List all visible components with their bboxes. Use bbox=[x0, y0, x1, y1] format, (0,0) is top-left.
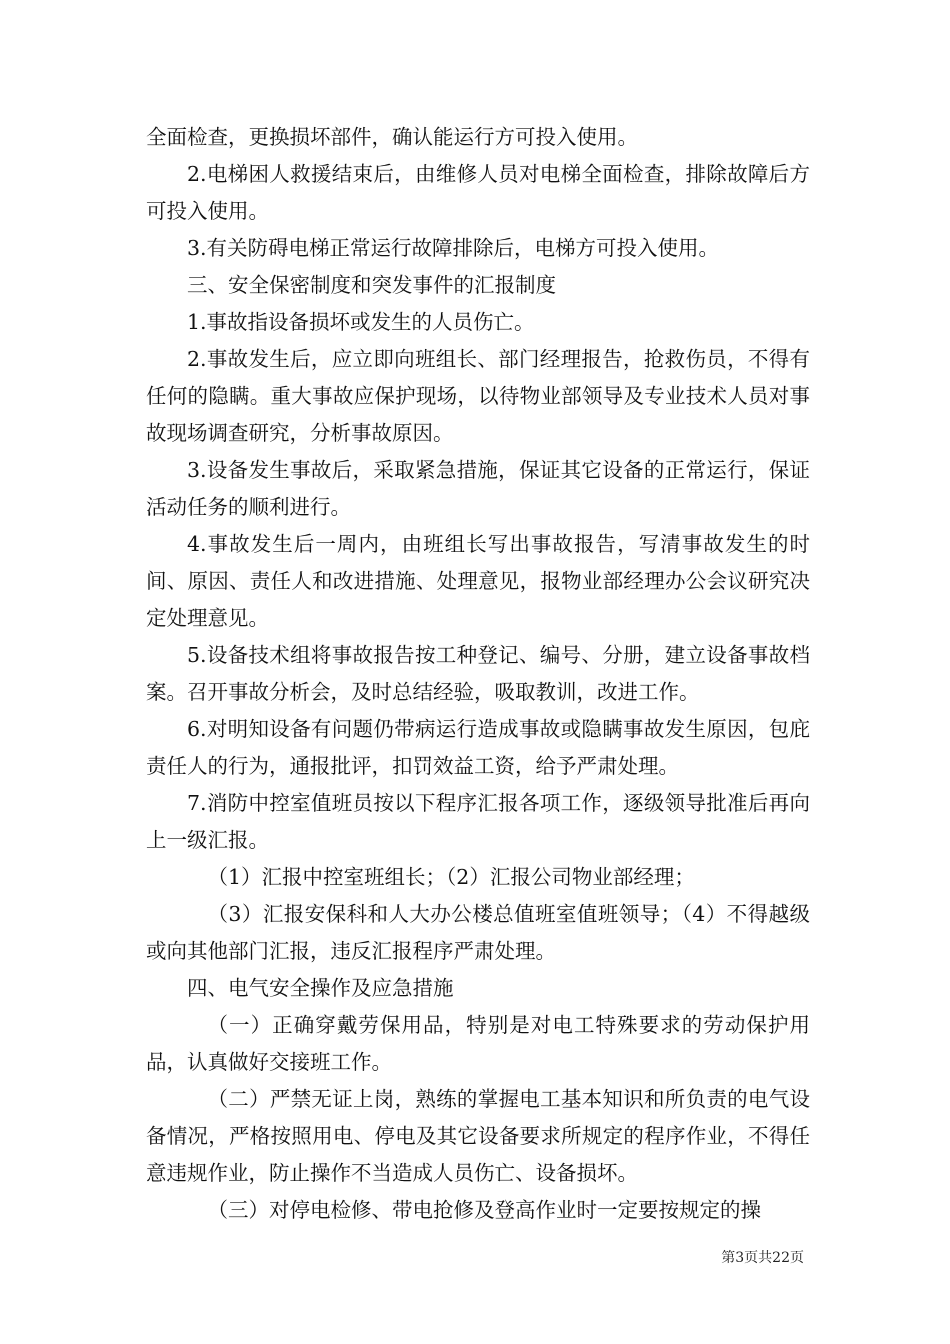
paragraph-item-2: 2.事故发生后，应立即向班组长、部门经理报告，抢救伤员，不得有任何的隐瞒。重大事故应保护现场，以待物业部领导及专业技术人员对事故现场调查研究，分析事故原因。 bbox=[146, 347, 810, 445]
paragraph-item-1: 1.事故指设备损坏或发生的人员伤亡。 bbox=[187, 310, 535, 334]
section-heading-3: 三、安全保密制度和突发事件的汇报制度 bbox=[187, 273, 556, 297]
paragraph-continuation: 全面检查，更换损坏部件，确认能运行方可投入使用。 bbox=[146, 125, 638, 149]
paragraph-subsection-3: （三）对停电检修、带电抢修及登高作业时一定要按规定的操 bbox=[207, 1198, 761, 1222]
paragraph-subitems-3-4: （3）汇报安保科和人大办公楼总值班室值班领导；（4）不得越级或向其他部门汇报，违反汇报程序严肃处理。 bbox=[146, 902, 810, 963]
section-heading-4: 四、电气安全操作及应急措施 bbox=[187, 976, 454, 1000]
paragraph-item-6: 6.对明知设备有问题仍带病运行造成事故或隐瞒事故发生原因，包庇责任人的行为，通报批评，扣罚效益工资，给予严肃处理。 bbox=[146, 717, 810, 778]
page-number-footer: 第3页共22页 bbox=[721, 1250, 804, 1266]
paragraph-item-3: 3.设备发生事故后，采取紧急措施，保证其它设备的正常运行，保证活动任务的顺利进行。 bbox=[146, 458, 810, 519]
paragraph-item-7: 7.消防中控室值班员按以下程序汇报各项工作，逐级领导批准后再向上一级汇报。 bbox=[146, 791, 810, 852]
paragraph-item-4: 4.事故发生后一周内，由班组长写出事故报告，写清事故发生的时间、原因、责任人和改进措施、处理意见，报物业部经理办公会议研究决定处理意见。 bbox=[146, 532, 810, 630]
paragraph-subsection-1: （一）正确穿戴劳保用品，特别是对电工特殊要求的劳动保护用品，认真做好交接班工作。 bbox=[146, 1013, 810, 1074]
paragraph-item-3: 3.有关防碍电梯正常运行故障排除后，电梯方可投入使用。 bbox=[187, 236, 720, 260]
paragraph-subitems-1-2: （1）汇报中控室班组长；（2）汇报公司物业部经理； bbox=[207, 865, 695, 889]
paragraph-item-5: 5.设备技术组将事故报告按工种登记、编号、分册，建立设备事故档案。召开事故分析会，及时总结经验，吸取教训，改进工作。 bbox=[146, 643, 810, 704]
paragraph-subsection-2: （二）严禁无证上岗，熟练的掌握电工基本知识和所负责的电气设备情况，严格按照用电、停电及其它设备要求所规定的程序作业，不得任意违规作业，防止操作不当造成人员伤亡、设备损坏。 bbox=[146, 1087, 810, 1185]
document-body bbox=[146, 119, 810, 1229]
paragraph-item-2: 2.电梯困人救援结束后，由维修人员对电梯全面检查，排除故障后方可投入使用。 bbox=[146, 162, 810, 223]
